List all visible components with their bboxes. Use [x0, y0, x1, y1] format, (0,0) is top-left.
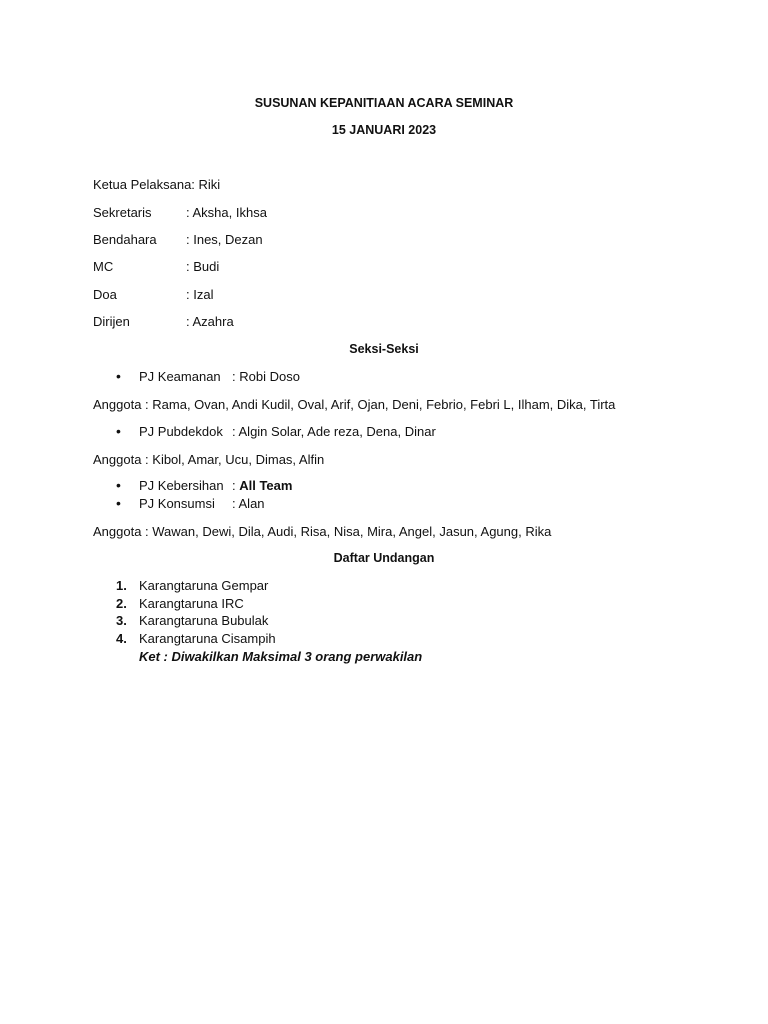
pj-label: PJ Konsumsi	[139, 496, 215, 511]
list-number: 4.	[116, 631, 127, 646]
pj-keamanan	[139, 369, 300, 384]
committee-row	[93, 287, 213, 302]
undangan-note: Ket : Diwakilkan Maksimal 3 orang perwakilan	[139, 649, 423, 664]
pj-value: All Team	[239, 478, 293, 493]
ketua-line: Ketua Pelaksana: Riki	[93, 177, 221, 192]
committee-row	[93, 205, 267, 220]
pj-kebersihan	[139, 478, 292, 493]
anggota-pubdekdok: Anggota : Kibol, Amar, Ucu, Dimas, Alfin	[93, 452, 325, 467]
list-item: Karangtaruna IRC	[139, 596, 244, 611]
row-label: Doa	[93, 287, 117, 302]
bullet-icon: •	[116, 495, 121, 511]
committee-row	[93, 232, 263, 247]
row-value: : Azahra	[186, 314, 234, 329]
anggota-keamanan: Anggota : Rama, Ovan, Andi Kudil, Oval, Arif, Ojan, Deni, Febrio, Febri L, Ilham, Dika, Tirta	[93, 397, 616, 412]
list-number: 2.	[116, 596, 127, 611]
row-label: Sekretaris	[93, 205, 152, 220]
list-number: 3.	[116, 613, 127, 628]
row-label: Bendahara	[93, 232, 157, 247]
list-number: 1.	[116, 578, 127, 593]
committee-row	[93, 314, 234, 329]
seksi-heading: Seksi-Seksi	[349, 342, 419, 356]
pj-value: : Alan	[232, 496, 265, 511]
row-label: Dirijen	[93, 314, 130, 329]
document-title: SUSUNAN KEPANITIAAN ACARA SEMINAR	[254, 96, 514, 110]
pj-konsumsi	[139, 496, 265, 511]
list-item: Karangtaruna Cisampih	[139, 631, 276, 646]
committee-row	[93, 259, 219, 274]
row-value: : Aksha, Ikhsa	[186, 205, 267, 220]
bullet-icon: •	[116, 423, 121, 439]
list-item: Karangtaruna Gempar	[139, 578, 269, 593]
row-value: : Ines, Dezan	[186, 232, 263, 247]
list-item: Karangtaruna Bubulak	[139, 613, 269, 628]
row-label: MC	[93, 259, 114, 274]
row-value: : Budi	[186, 259, 220, 274]
row-value: : Izal	[186, 287, 214, 302]
pj-value: : Robi Doso	[232, 369, 300, 384]
bullet-icon: •	[116, 368, 121, 384]
pj-pubdekdok	[139, 424, 436, 439]
undangan-heading: Daftar Undangan	[333, 551, 435, 565]
bullet-icon: •	[116, 477, 121, 493]
anggota-konsumsi: Anggota : Wawan, Dewi, Dila, Audi, Risa, Nisa, Mira, Angel, Jasun, Agung, Rika	[93, 524, 552, 539]
pj-separator: :	[232, 478, 240, 493]
document-date: 15 JANUARI 2023	[331, 123, 437, 137]
pj-label: PJ Keamanan	[139, 369, 221, 384]
pj-label: PJ Pubdekdok	[139, 424, 223, 439]
pj-value: : Algin Solar, Ade reza, Dena, Dinar	[232, 424, 436, 439]
pj-label: PJ Kebersihan	[139, 478, 224, 493]
